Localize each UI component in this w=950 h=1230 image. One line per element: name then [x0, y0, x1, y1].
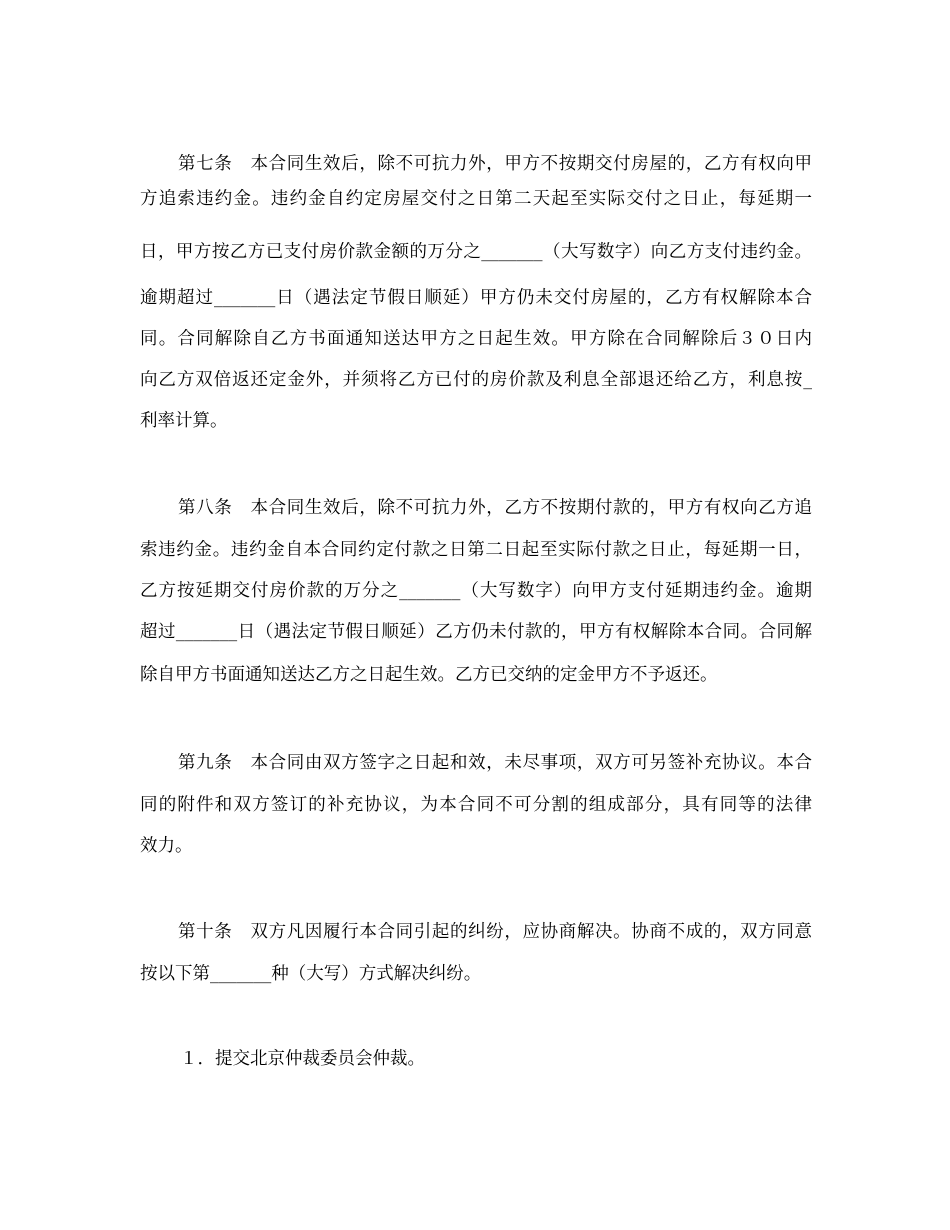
article-10-line-1: 第十条 双方凡因履行本合同引起的纠纷，应协商解决。协商不成的，双方同意 — [178, 922, 812, 942]
article-8-line-1: 第八条 本合同生效后，除不可抗力外，乙方不按期付款的，甲方有权向乙方追 — [178, 498, 812, 518]
arbitration-option-1: １．提交北京仲裁委员会仲裁。 — [180, 1049, 425, 1069]
article-7-line-1: 第七条 本合同生效后，除不可抗力外，甲方不按期交付房屋的，乙方有权向甲 — [178, 154, 812, 174]
article-7-line-4: 逾期超过_______日（遇法定节假日顺延）甲方仍未交付房屋的，乙方有权解除本合 — [140, 288, 812, 308]
article-8-line-3: 乙方按延期交付房价款的万分之_______（大写数字）向甲方支付延期违约金。逾期 — [140, 581, 812, 601]
article-8-line-5: 除自甲方书面通知送达乙方之日起生效。乙方已交纳的定金甲方不予返还。 — [140, 665, 718, 685]
article-7-line-6: 向乙方双倍返还定金外，并须将乙方已付的房价款及利息全部退还给乙方，利息按_ — [140, 370, 812, 390]
article-7-line-7: 利率计算。 — [140, 411, 228, 431]
article-9-line-2: 同的附件和双方签订的补充协议，为本合同不可分割的组成部分，具有同等的法律 — [140, 795, 812, 815]
article-7-line-3: 日，甲方按乙方已支付房价款金额的万分之_______（大写数字）向乙方支付违约金。 — [140, 242, 812, 262]
article-8-line-2: 索违约金。违约金自本合同约定付款之日第二日起至实际付款之日止，每延期一日， — [140, 540, 812, 560]
article-9-line-1: 第九条 本合同由双方签字之日起和效，未尽事项，双方可另签补充协议。本合 — [178, 753, 812, 773]
article-8-line-4: 超过_______日（遇法定节假日顺延）乙方仍未付款的，甲方有权解除本合同。合同解 — [140, 622, 812, 642]
article-10-line-2: 按以下第_______种（大写）方式解决纠纷。 — [140, 964, 482, 984]
article-9-line-3: 效力。 — [140, 836, 193, 856]
article-7-line-2: 方追索违约金。违约金自约定房屋交付之日第二天起至实际交付之日止，每延期一 — [140, 189, 812, 209]
article-7-line-5: 同。合同解除自乙方书面通知送达甲方之日起生效。甲方除在合同解除后３０日内 — [140, 329, 812, 349]
